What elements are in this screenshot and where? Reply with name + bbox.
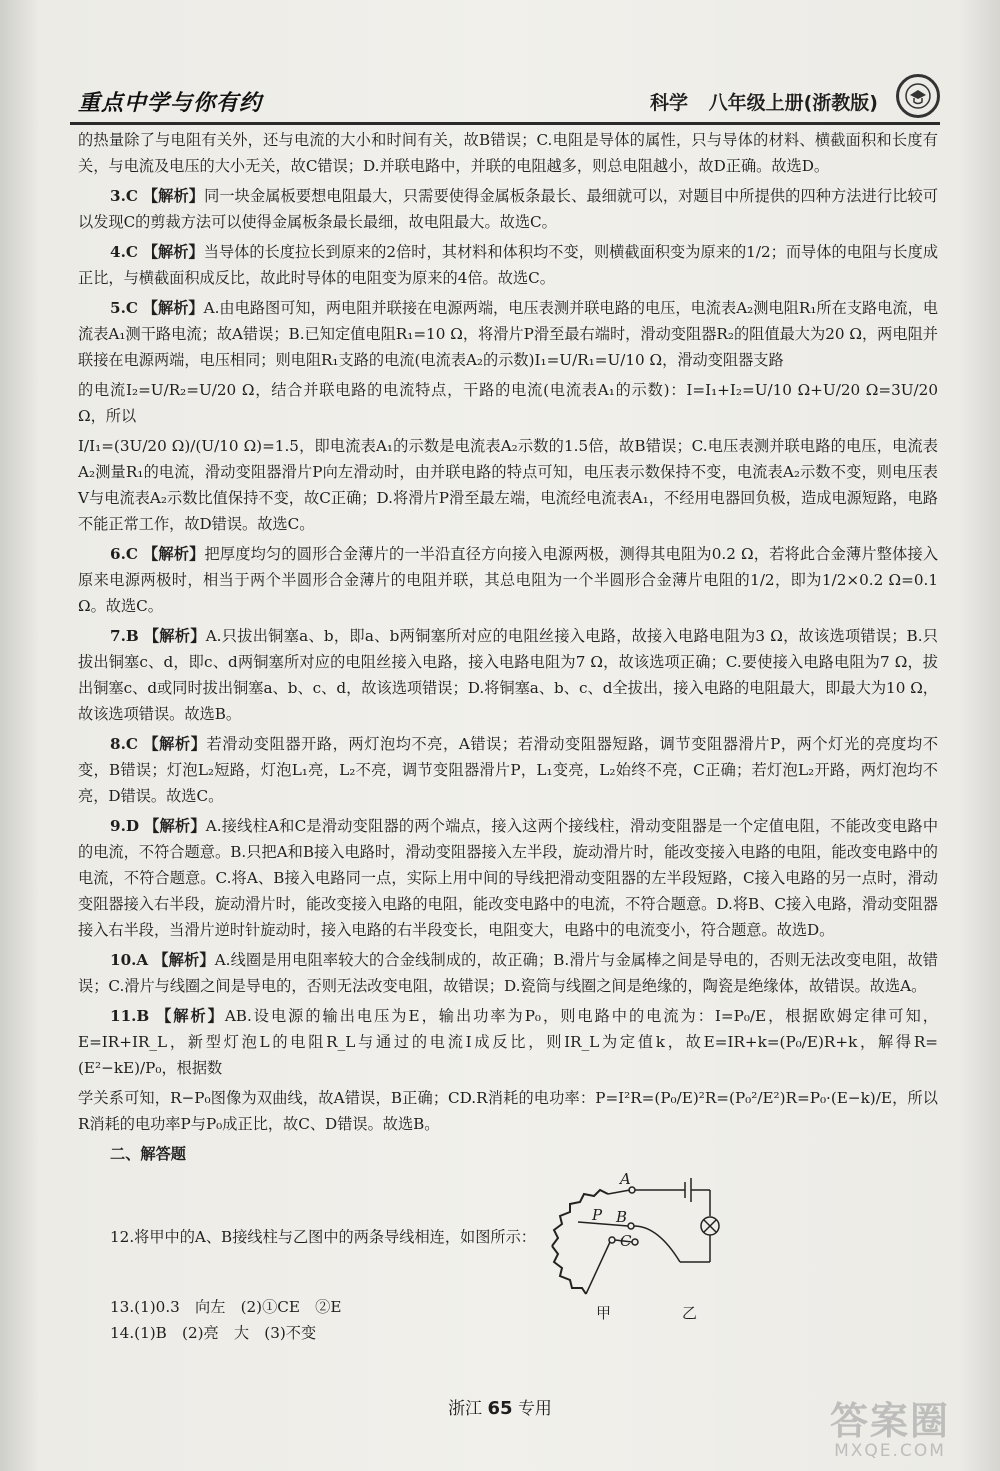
- caption-jia: 甲: [596, 1304, 612, 1322]
- paragraph-continued: 的热量除了与电阻有关外，还与电流的大小和时间有关，故B错误；C.电阻是导体的属性，只与导体的材料、横截面积和长度有关，与电流及电压的大小无关，故C错误；D.并联电路中，并联的电阻越多，则总电阻越小，故D正确。故选D。: [78, 131, 938, 175]
- analysis-text: A.只拔出铜塞a、b，即a、b两铜塞所对应的电阻丝接入电路，故接入电路电阻为3 Ω，故该选项错误；B.只拔出铜塞c、d，即c、d两铜塞所对应的电阻丝接入电路，接入电路电阻为7 Ω，故该选项正确；C.要使接入电路电阻为7 Ω，拔出铜塞c、d或同时拔出铜塞a、b、c、d，故该选项错误；D.将铜塞a、b、c、d全拔出，接入电路的电阻最大，即最大为10 Ω，故该选项错误。故选B。: [78, 627, 938, 723]
- analysis-tag: 【解析】: [144, 817, 206, 835]
- terminal-c-label: C: [620, 1232, 632, 1250]
- answer-number: 9.D: [110, 817, 140, 835]
- terminal-a-label: A: [620, 1170, 631, 1188]
- caption-yi: 乙: [682, 1304, 698, 1322]
- answer-number: 3.C: [110, 187, 138, 205]
- analysis-tag: 【解析】: [143, 627, 206, 645]
- school-emblem-icon: [896, 74, 940, 118]
- solution-5-cont-1: 的电流I₂=U/R₂=U/20 Ω，结合并联电路的电流特点，干路的电流(电流表A₁的示数)：I=I₁+I₂=U/10 Ω+U/20 Ω=3U/20 Ω，所以: [78, 381, 938, 425]
- analysis-text: 同一块金属板要想电阻最大，只需要使得金属板条最长、最细就可以，对题目中所提供的四种方法进行比较可以发现C的剪裁方法可以使得金属板条最长最细，故电阻最大。故选C。: [78, 187, 939, 231]
- solution-4: [78, 239, 938, 291]
- analysis-text: 当导体的长度拉长到原来的2倍时，其材料和体积均不变，则横截面积变为原来的1/2；而导体的电阻与长度成正比，与横截面积成反比，故此时导体的电阻变为原来的4倍。故选C。: [78, 243, 939, 287]
- solution-10: [78, 947, 938, 999]
- analysis-tag: 【解析】: [156, 1007, 225, 1025]
- solution-11: [78, 1003, 938, 1081]
- answer-number: 10.A: [110, 951, 149, 969]
- footer-prefix: 浙江: [448, 1399, 483, 1419]
- slider-p-label: P: [592, 1206, 603, 1224]
- solution-11-cont: 学关系可知，R−P₀图像为双曲线，故A错误，B正确；CD.R消耗的电功率：P=I²R=(P₀/E)²R=(P₀²/E²)R=P₀·(E−k)/E，所以R消耗的电功率P与P₀成正比，故C、D错误。故选B。: [78, 1089, 938, 1133]
- site-watermark: [790, 1401, 990, 1467]
- solution-14: 14.(1)B (2)亮 大 (3)不变: [110, 1324, 317, 1342]
- circuit-diagram: [540, 1170, 740, 1296]
- page-header: [70, 72, 940, 125]
- solution-5: [78, 295, 938, 373]
- circuit-drawing: [540, 1176, 740, 1296]
- brand-title: 重点中学与你有约: [78, 91, 263, 116]
- page-number: 65: [487, 1398, 513, 1419]
- solution-9: [78, 813, 938, 943]
- analysis-text: 把厚度均匀的圆形合金薄片的一半沿直径方向接入电源两极，测得其电阻为0.2 Ω，若将此合金薄片整体接入原来电源两极时，相当于两个半圆形合金薄片的电阻并联，其总电阻为一个半圆形合金薄片电阻的1/2，即为1/2×0.2 Ω=0.1 Ω。故选C。: [78, 545, 939, 615]
- solution-13: 13.(1)0.3 向左 (2)①CE ②E: [110, 1298, 342, 1316]
- answer-number: 6.C: [110, 545, 138, 563]
- answer-number: 5.C: [110, 299, 138, 317]
- analysis-text: AB.设电源的输出电压为E，输出功率为P₀，则电路中的电流为：I=P₀/E，根据欧姆定律可知，E=IR+IR_L，新型灯泡L的电阻R_L与通过的电流I成反比，则IR_L为定值k，故E=IR+k=(P₀/E)R+k，解得R=(E²−kE)/P₀，根据数: [78, 1007, 938, 1077]
- grade-label: 八年级上册(浙教版): [708, 92, 878, 114]
- analysis-tag: 【解析】: [142, 545, 205, 563]
- footer-suffix: 专用: [517, 1399, 552, 1419]
- watermark-title: 答案圈: [829, 1399, 950, 1443]
- analysis-text: A.线圈是用电阻率较大的合金线制成的，故正确；B.滑片与金属棒之间是导电的，否则无法改变电阻，故错误；C.滑片与线圈之间是导电的，否则无法改变电阻，故错误；D.瓷筒与线圈之间是绝缘的，陶瓷是绝缘体，故错误。故选A。: [78, 951, 938, 995]
- analysis-text: 若滑动变阻器开路，两灯泡均不亮，A错误；若滑动变阻器短路，调节变阻器滑片P，两个灯光的亮度均不变，B错误；灯泡L₂短路，灯泡L₁亮，L₂不亮，调节变阻器滑片P，L₁变亮，L₂始终不亮，C正确；若灯泡L₂开路，两灯泡均不亮，D错误。故选C。: [78, 735, 939, 805]
- terminal-b-label: B: [616, 1208, 628, 1226]
- header-subject-grade: [636, 88, 878, 115]
- solution-5-cont-2: I/I₁=(3U/20 Ω)/(U/10 Ω)=1.5，即电流表A₁的示数是电流表A₂示数的1.5倍，故B错误；C.电压表测并联电路的电压，电流表A₂测量R₁的电流，滑动变阻器滑片P向左滑动时，由并联电路的特点可知，电压表示数保持不变，电流表A₂示数不变，则电压表V与电流表A₂示数比值保持不变，故C正确；D.将滑片P滑至最左端，电流经电流表A₁，不经用电器回负极，造成电源短路，电路不能正常工作，故D错误。故选C。: [78, 437, 938, 533]
- solution-7: [78, 623, 938, 727]
- solution-3: [78, 183, 938, 235]
- solutions-body: [78, 127, 938, 1171]
- analysis-tag: 【解析】: [142, 187, 205, 205]
- solution-12: 12.将甲中的A、B接线柱与乙图中的两条导线相连，如图所示：: [110, 1228, 536, 1246]
- answer-number: 7.B: [110, 627, 139, 645]
- analysis-tag: 【解析】: [143, 735, 207, 753]
- analysis-text: A.接线柱A和C是滑动变阻器的两个端点，接入这两个接线柱，滑动变阻器是一个定值电阻，不能改变电路中的电流，不符合题意。B.只把A和B接入电路时，滑动变阻器接入左半段，旋动滑片时，能改变接入电路的电阻，能改变电路中的电流，不符合题意。C.将A、B接入电路同一点，实际上用中间的导线把滑动变阻器的左半段短路，C接入电路的另一点时，滑动变阻器接入右半段，旋动滑片时，能改变接入电路的电阻，能改变电路中的电流，不符合题意。D.将B、C接入电路，滑动变阻器接入右半段，当滑片逆时针旋动时，接入电路的右半段变长，电阻变大，电路中的电流变小，符合题意。故选D。: [78, 817, 939, 939]
- answer-number: 8.C: [110, 735, 138, 753]
- solution-8: [78, 731, 938, 809]
- section-heading: 二、解答题: [110, 1145, 186, 1163]
- solution-6: [78, 541, 938, 619]
- analysis-tag: 【解析】: [142, 299, 204, 317]
- answer-number: 4.C: [110, 243, 138, 261]
- subject-label: 科学: [649, 92, 688, 114]
- watermark-url: MXQE.COM: [834, 1441, 946, 1461]
- analysis-tag: 【解析】: [142, 243, 204, 261]
- analysis-text: A.由电路图可知，两电阻并联接在电源两端，电压表测并联电路的电压，电流表A₂测电阻R₁所在支路电流，电流表A₁测干路电流；故A错误；B.已知定值电阻R₁=10 Ω，将滑片P滑至最右端时，滑动变阻器R₂的阻值最大为20 Ω，两电阻并联接在电源两端，电压相同；则电阻R₁支路的电流(电流表A₂的示数)I₁=U/R₁=U/10 Ω，滑动变阻器支路: [78, 299, 939, 369]
- analysis-tag: 【解析】: [153, 951, 215, 969]
- answer-number: 11.B: [110, 1007, 150, 1025]
